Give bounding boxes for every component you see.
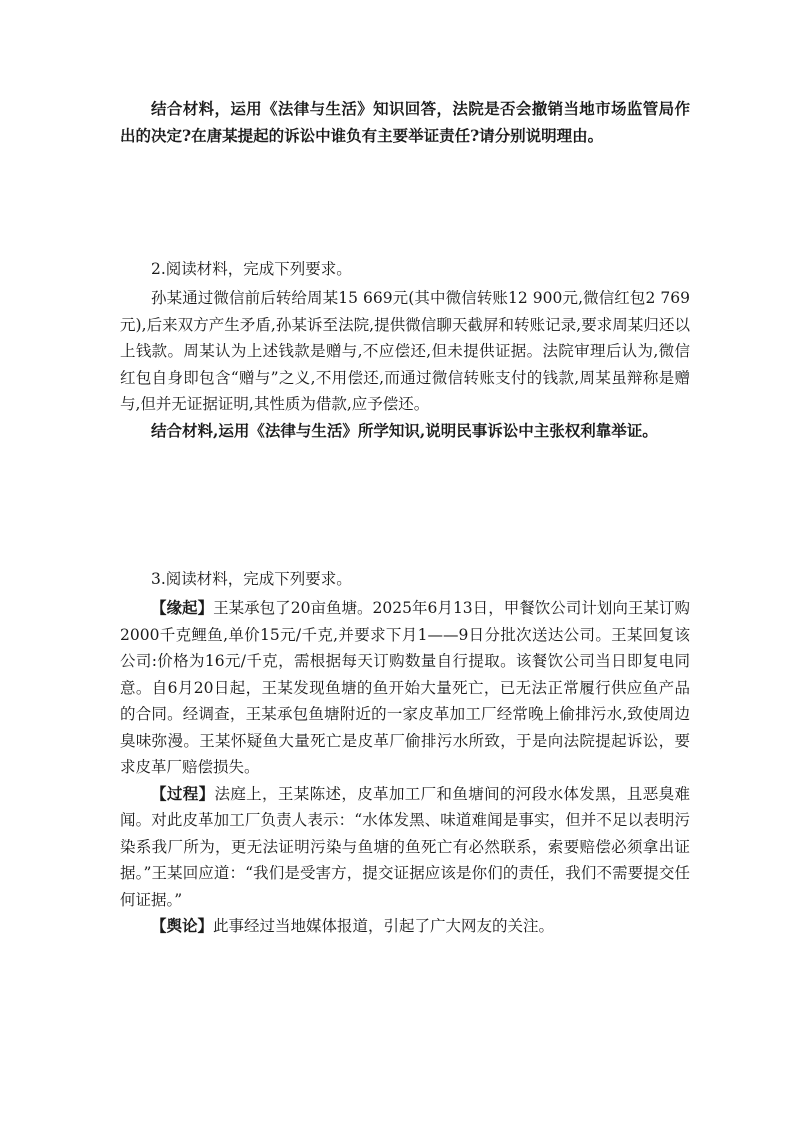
question-3-section [120,566,690,940]
origin-paragraph [120,595,690,781]
question-3-heading: 3.阅读材料，完成下列要求。 [151,570,352,588]
opinion-paragraph [120,913,690,940]
question-1-section [120,96,690,149]
opinion-tag: 【舆论】 [151,916,214,935]
question-2-section [120,256,690,444]
question-2-prompt: 结合材料,运用《法律与生活》所学知识,说明民事诉讼中主张权利靠举证。 [151,420,658,440]
origin-tag: 【缘起】 [151,598,214,617]
question-2-material: 孙某通过微信前后转给周某15 669元(其中微信转账12 900元,微信红包2 769元),后来双方产生矛盾,孙某诉至法院,提供微信聊天截屏和转账记录,要求周某归还以上钱款。周某认为上述钱款是赠与,不应偿还,但未提供证据。法院审理后认为,微信红包自身即包含“赠与”之义,不用偿还,而通过微信转账支付的钱款,周某虽辩称是赠与,但并无证据证明,其性质为借款,应予偿还。 [120,289,690,413]
process-tag: 【过程】 [151,783,215,803]
question-1-prompt: 结合材料，运用《法律与生活》知识回答，法院是否会撤销当地市场监管局作出的决定?在唐某提起的诉讼中谁负有主要举证责任?请分别说明理由。 [120,99,690,145]
question-2-heading: 2.阅读材料，完成下列要求。 [151,260,352,278]
origin-text: 王某承包了20亩鱼塘。2025年6月13日，甲餐饮公司计划向王某订购2000千克鲤鱼,单价15元/千克,并要求下月1——9日分批次送达公司。王某回复该公司:价格为16元/千克，需根据每天订购数量自行提取。该餐饮公司当日即复电同意。自6月20日起，王某发现鱼塘的鱼开始大量死亡，已无法正常履行供应鱼产品的合同。经调查，王某承包鱼塘附近的一家皮革加工厂经常晚上偷排污水,致使周边臭味弥漫。王某怀疑鱼大量死亡是皮革厂偷排污水所致，于是向法院提起诉讼，要求皮革厂赔偿损失。 [120,599,690,776]
process-paragraph [120,781,690,914]
opinion-text: 此事经过当地媒体报道，引起了广大网友的关注。 [213,917,555,935]
process-text: 法庭上，王某陈述，皮革加工厂和鱼塘间的河段水体发黑，且恶臭难闻。对此皮革加工厂负责人表示：“水体发黑、味道难闻是事实，但并不足以表明污染系我厂所为，更无法证明污染与鱼塘的鱼死亡有必然联系，索要赔偿必须拿出证据。”王某回应道：“我们是受害方，提交证据应该是你们的责任，我们不需要提交任何证据。” [120,784,690,909]
